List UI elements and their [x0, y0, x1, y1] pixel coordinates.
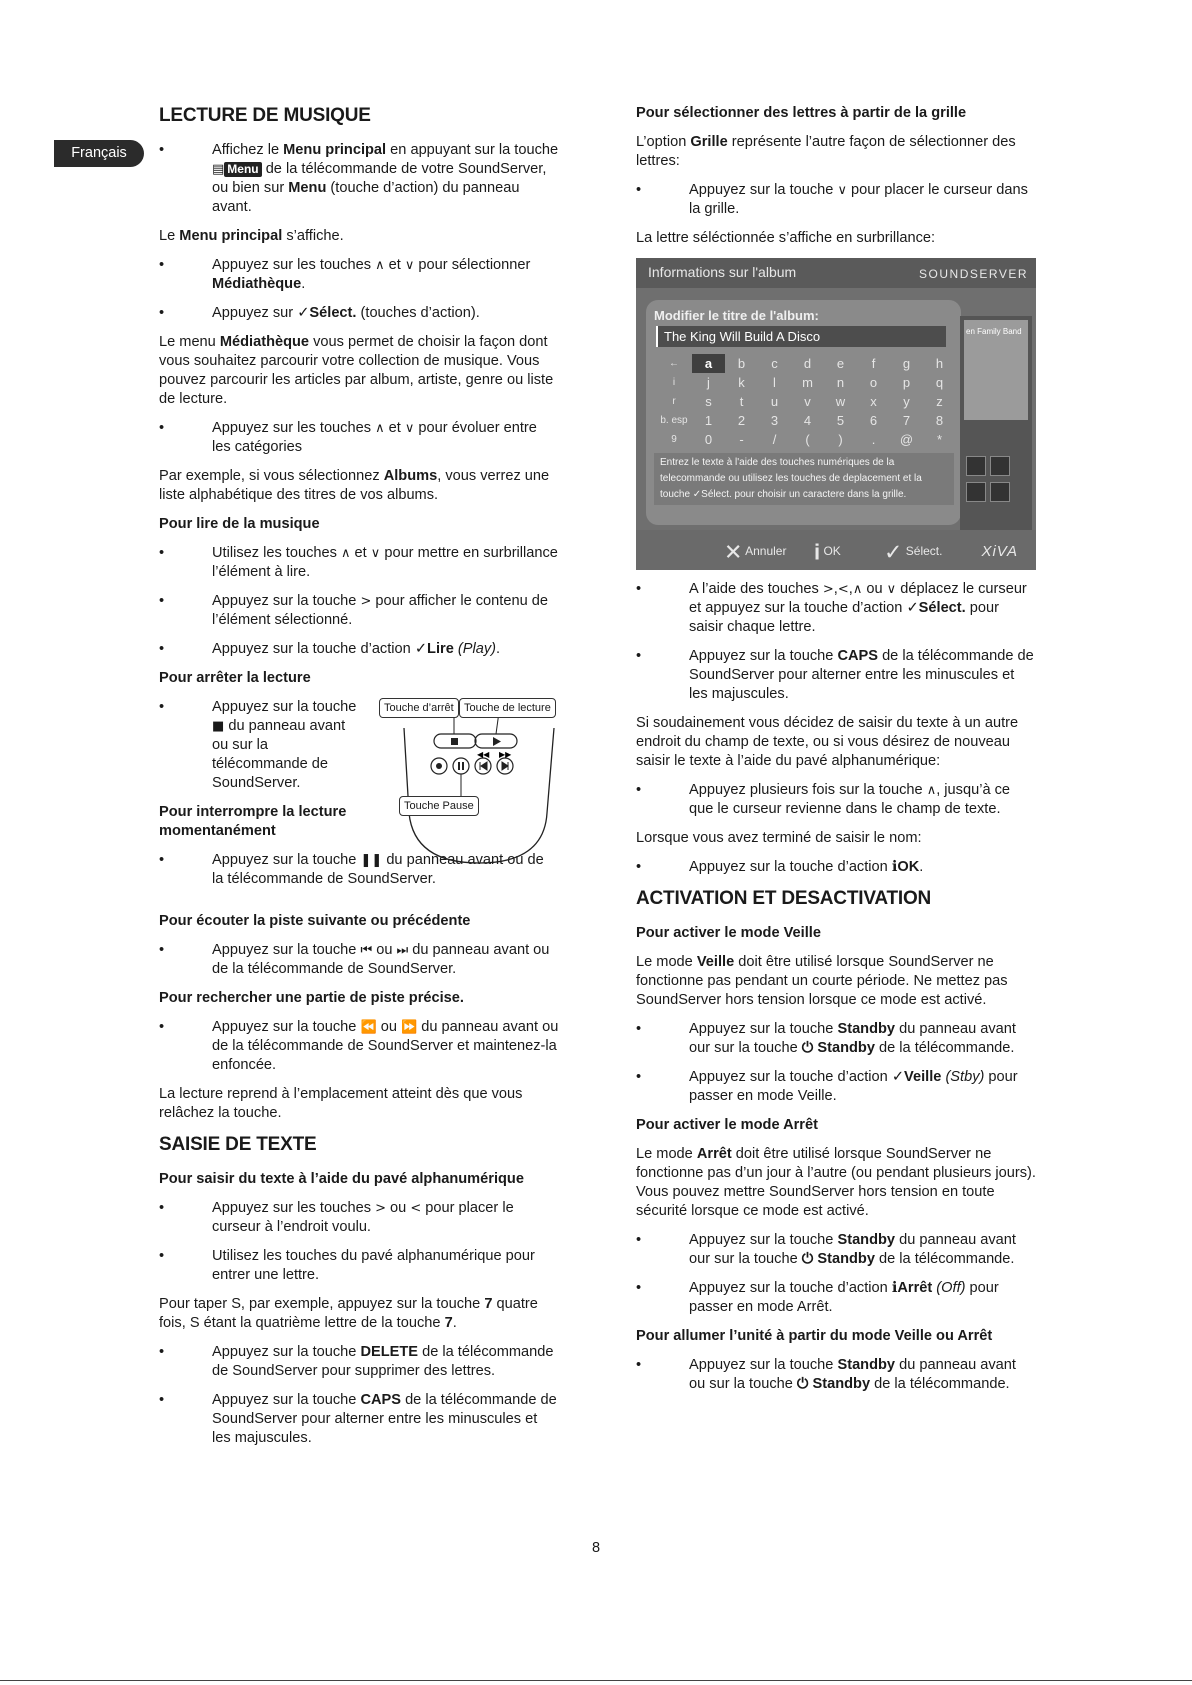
grid-cell[interactable]: 4 — [803, 413, 812, 428]
list-item: • Appuyez sur la touche d’action ✓Veille (Stby) pour passer en mode Veille. — [636, 1068, 1036, 1106]
list-item: • Utilisez les touches du pavé alphanumérique pour entrer une lettre. — [159, 1247, 559, 1285]
album-art-thumbnail: en Family Band — [964, 320, 1028, 420]
grid-row — [656, 354, 956, 373]
paragraph: Le menu Médiathèque vous permet de choisir la façon dont vous souhaitez parcourir votre collection de musique. Vous pouvez parcourir les articles par album, artiste, genre ou liste de lecture. — [159, 334, 554, 407]
paragraph: Le mode Veille doit être utilisé lorsque SoundServer ne fonctionne pas pendant un courte période. Ne mettez pas SoundServer hors tension lorsque ce mode est activé. — [636, 954, 1008, 1008]
grid-cell[interactable]: r — [672, 396, 676, 407]
up-arrow-icon: ∧ — [926, 783, 937, 798]
ok-button[interactable]: i OK — [814, 539, 841, 565]
grid-cell[interactable]: t — [739, 394, 744, 409]
paragraph: Pour taper S, par exemple, appuyez sur la touche 7 quatre fois, S étant la quatrième lettre de la touche 7. — [159, 1296, 538, 1331]
grid-cell[interactable]: n — [836, 375, 845, 390]
grid-cell[interactable]: h — [935, 356, 944, 371]
list-item: • Appuyez sur la touche ⏮ ou ⏭ du panneau avant ou de la télécommande de SoundServer. — [159, 941, 559, 979]
grid-cell[interactable]: e — [836, 356, 845, 371]
grid-cell[interactable]: ← — [669, 358, 679, 369]
subheading-off: Pour activer le mode Arrêt — [636, 1117, 818, 1133]
list-item: • Affichez le Menu principal en appuyant sur la touche ▤ Menu de la télécommande de votre SoundServer, ou bien sur Menu (touche d’action) du panneau avant. — [159, 141, 559, 217]
up-arrow-icon: ∧ — [375, 258, 385, 273]
subheading-next: Pour écouter la piste suivante ou précédente — [159, 913, 471, 929]
previous-track-icon: ⏮ — [360, 943, 373, 958]
grid-cell[interactable]: b. esp — [660, 415, 688, 426]
grid-cell[interactable]: z — [936, 394, 943, 409]
grid-cell[interactable]: l — [773, 375, 776, 390]
remote-control-diagram — [379, 698, 569, 913]
down-arrow-icon: ∨ — [837, 183, 847, 198]
grid-cell[interactable]: 5 — [836, 413, 845, 428]
grid-cell[interactable]: b — [737, 356, 746, 371]
screen-help-text: Entrez le texte à l'aide des touches numériques de la telecommande ou utilisez les touches de deplacement et la touche ✓Sélect. pour choisir un caractere dans la grille. — [654, 453, 954, 505]
down-arrow-icon: ∨ — [404, 258, 415, 273]
list-item: • Appuyez sur la touche d’action ℹOK. — [636, 858, 1036, 877]
grid-cell[interactable]: / — [772, 432, 777, 447]
grid-cell[interactable]: ( — [805, 432, 810, 447]
grid-row — [656, 373, 956, 392]
grid-cell[interactable]: d — [803, 356, 812, 371]
list-item: • Appuyez sur les touches ∧ et ∨ pour sélectionner Médiathèque. — [159, 256, 559, 294]
grid-cell[interactable]: ) — [838, 432, 843, 447]
list-item: • Appuyez sur la touche ■ du panneau avant ou sur la télécommande de SoundServer. — [159, 698, 364, 793]
svg-text:▶▶: ▶▶ — [499, 750, 512, 759]
callout-play: Touche de lecture — [459, 698, 556, 718]
callout-pause: Touche Pause — [399, 796, 479, 816]
list-item: • Appuyez sur la touche DELETE de la télécommande de SoundServer pour supprimer des lettres. — [159, 1343, 559, 1381]
grid-cell[interactable]: y — [903, 394, 910, 409]
grid-cell[interactable]: @ — [899, 432, 914, 447]
svg-text:◀◀: ◀◀ — [477, 750, 490, 759]
grid-cell[interactable]: g — [902, 356, 911, 371]
grid-cell[interactable]: 7 — [902, 413, 911, 428]
grid-row — [656, 430, 956, 449]
remote-figure-section — [159, 698, 559, 912]
subheading-pause: Pour interrompre la lecture momentanément — [159, 804, 347, 839]
side-panel — [960, 316, 1032, 536]
grid-cell[interactable]: a — [692, 354, 725, 373]
paragraph: Le Menu principal s’affiche. — [159, 228, 344, 244]
grid-row — [656, 392, 956, 411]
subheading-stop: Pour arrêter la lecture — [159, 670, 311, 686]
subheading-play: Pour lire de la musique — [159, 516, 320, 532]
list-item: • Appuyez sur la touche CAPS de la télécommande de SoundServer pour alterner entre les minuscules et les majuscules. — [636, 647, 1036, 704]
paragraph: Si soudainement vous décidez de saisir du texte à un autre endroit du champ de texte, ou si vous désirez de nouveau saisir le texte à l’aide du pavé alphanumérique: — [636, 715, 1019, 769]
grid-cell[interactable]: . — [871, 432, 876, 447]
list-item: • Appuyez plusieurs fois sur la touche ∧, jusqu’à ce que le curseur revienne dans le champ de texte. — [636, 781, 1036, 819]
fast-forward-icon: ⏩ — [401, 1020, 418, 1035]
grid-cell[interactable]: 1 — [704, 413, 713, 428]
bottom-divider — [0, 1680, 1192, 1681]
cancel-button[interactable]: ✕ Annuler — [724, 539, 787, 565]
grid-cell[interactable]: s — [705, 394, 712, 409]
next-track-icon: ⏭ — [396, 943, 409, 958]
album-title-field[interactable]: The King Will Build A Disco — [656, 326, 946, 347]
list-item: • Appuyez sur les touches > ou < pour placer le curseur à l’endroit voulu. — [159, 1199, 559, 1237]
language-tab: Français — [54, 140, 144, 167]
grid-cell[interactable]: k — [738, 375, 745, 390]
list-item: • Appuyez sur la touche Standby du panneau avant ou sur la touche ⏻ Standby de la télécommande. — [636, 1356, 1036, 1394]
heading-text-entry: SAISIE DE TEXTE — [159, 1134, 317, 1155]
grid-cell[interactable]: c — [771, 356, 778, 371]
paragraph: Lorsque vous avez terminé de saisir le nom: — [636, 830, 922, 846]
xiva-logo: XiVA — [981, 543, 1018, 560]
x-icon: ✕ — [724, 539, 743, 565]
left-arrow-icon: < — [410, 1201, 422, 1216]
up-arrow-icon: ∧ — [375, 421, 385, 436]
paragraph: Le mode Arrêt doit être utilisé lorsque SoundServer ne fonctionne pas d’un jour à l’autre (ou pendant plusieurs jours). Vous pouvez mettre SoundServer hors tension en toute sécurité lorsque ce mode est activé. — [636, 1146, 1036, 1219]
right-arrow-icon: > — [375, 1201, 386, 1216]
list-item: • Appuyez sur la touche > pour afficher le contenu de l’élément sélectionné. — [159, 592, 559, 630]
list-item: • Appuyez sur la touche ❚❚ du panneau avant ou de la télécommande de SoundServer. — [159, 851, 559, 889]
list-item: • Appuyez sur la touche ⏪ ou ⏩ du panneau avant ou de la télécommande de SoundServer et maintenez-la enfoncée. — [159, 1018, 559, 1075]
grid-cell[interactable]: v — [804, 394, 811, 409]
side-button[interactable] — [966, 482, 986, 502]
menu-icon: ▤ — [212, 162, 225, 177]
grid-cell[interactable]: 6 — [869, 413, 878, 428]
left-arrow-icon: < — [837, 582, 849, 597]
side-button[interactable] — [990, 482, 1010, 502]
subheading-power-on: Pour allumer l’unité à partir du mode Veille ou Arrêt — [636, 1328, 993, 1344]
page-number: 8 — [591, 1540, 601, 1556]
right-column — [636, 104, 1036, 1404]
left-column — [159, 104, 559, 1458]
grid-cell[interactable]: i — [672, 377, 676, 388]
remote-outline — [379, 698, 569, 868]
list-item: • Appuyez sur ✓Sélect. (touches d’action). — [159, 304, 559, 323]
grid-cell[interactable]: u — [770, 394, 779, 409]
heading-activation: ACTIVATION ET DESACTIVATION — [636, 888, 932, 909]
down-arrow-icon: ∨ — [404, 421, 415, 436]
paragraph: Par exemple, si vous sélectionnez Albums, vous verrez une liste alphabétique des titres de vos albums. — [159, 468, 550, 503]
grid-cell[interactable]: q — [935, 375, 944, 390]
screen-title: Informations sur l'album — [648, 264, 797, 280]
up-arrow-icon: ∧ — [852, 582, 863, 597]
down-arrow-icon: ∨ — [370, 546, 381, 561]
grid-cell[interactable]: m — [802, 375, 813, 390]
list-item: • A l’aide des touches >,<,∧ ou ∨ déplacez le curseur et appuyez sur la touche d’action ✓Sélect. pour saisir chaque lettre. — [636, 580, 1036, 637]
grid-cell[interactable]: f — [871, 356, 876, 371]
side-button[interactable] — [966, 456, 986, 476]
up-arrow-icon: ∧ — [340, 546, 351, 561]
list-item: • Appuyez sur la touche ∨ pour placer le curseur dans la grille. — [636, 181, 1036, 219]
right-arrow-icon: > — [822, 582, 834, 597]
list-item: • Appuyez sur la touche Standby du panneau avant our sur la touche ⏻ Standby de la télécommande. — [636, 1020, 1036, 1058]
grid-row — [656, 411, 956, 430]
grid-cell[interactable]: * — [936, 432, 943, 447]
grid-cell[interactable]: p — [902, 375, 911, 390]
grid-cell[interactable]: w — [835, 394, 846, 409]
paragraph: La lecture reprend à l’emplacement atteint dès que vous relâchez la touche. — [159, 1086, 523, 1121]
grid-cell[interactable]: j — [707, 375, 710, 390]
rewind-icon: ⏪ — [360, 1020, 377, 1035]
side-button[interactable] — [990, 456, 1010, 476]
grid-cell[interactable]: - — [739, 432, 744, 447]
paragraph: L’option Grille représente l’autre façon de sélectionner des lettres: — [636, 134, 1016, 169]
info-icon: i — [814, 539, 821, 565]
menu-key: Menu — [224, 162, 261, 177]
grid-cell[interactable]: 2 — [737, 413, 746, 428]
screen-brand: SOUNDSERVER — [919, 267, 1028, 281]
grid-cell[interactable]: o — [869, 375, 878, 390]
select-button[interactable]: ✓ Sélect. — [884, 539, 943, 565]
grid-cell[interactable]: x — [870, 394, 877, 409]
list-item: • Appuyez sur la touche Standby du panneau avant our sur la touche ⏻ Standby de la télécommande. — [636, 1231, 1036, 1269]
field-label: Modifier le titre de l'album: — [654, 308, 819, 323]
screen-title-bar — [636, 258, 1036, 288]
heading-music: LECTURE DE MUSIQUE — [159, 105, 371, 126]
list-item: • Appuyez sur la touche CAPS de la télécommande de SoundServer pour alterner entre les minuscules et les majuscules. — [159, 1391, 559, 1448]
subheading-search: Pour rechercher une partie de piste précise. — [159, 990, 464, 1006]
list-item: • Appuyez sur les touches ∧ et ∨ pour évoluer entre les catégories — [159, 419, 559, 457]
album-info-screenshot — [636, 258, 1036, 570]
subheading-keypad: Pour saisir du texte à l’aide du pavé alphanumérique — [159, 1171, 524, 1187]
grid-cell[interactable]: 9 — [671, 434, 677, 445]
list-item: • Appuyez sur la touche d’action ℹArrêt (Off) pour passer en mode Arrêt. — [636, 1279, 1036, 1317]
right-arrow-icon: > — [360, 594, 372, 609]
subheading-standby: Pour activer le mode Veille — [636, 925, 821, 941]
paragraph: La lettre séléctionnée s’affiche en surbrillance: — [636, 230, 936, 246]
pause-icon: ❚❚ — [360, 853, 383, 868]
down-arrow-icon: ∨ — [886, 582, 897, 597]
list-item: • Appuyez sur la touche d’action ✓Lire (Play). — [159, 640, 559, 659]
bullet-list — [159, 141, 559, 217]
subheading-grid: Pour sélectionner des lettres à partir de la grille — [636, 105, 967, 121]
screen-action-bar — [636, 530, 1036, 570]
grid-cell[interactable]: 0 — [704, 432, 713, 447]
character-grid — [656, 354, 956, 449]
check-icon: ✓ — [884, 539, 903, 565]
callout-stop: Touche d’arrêt — [379, 698, 459, 718]
list-item: • Utilisez les touches ∧ et ∨ pour mettre en surbrillance l’élément à lire. — [159, 544, 559, 582]
grid-cell[interactable]: 8 — [935, 413, 944, 428]
grid-cell[interactable]: 3 — [770, 413, 779, 428]
stop-icon: ■ — [212, 719, 225, 734]
